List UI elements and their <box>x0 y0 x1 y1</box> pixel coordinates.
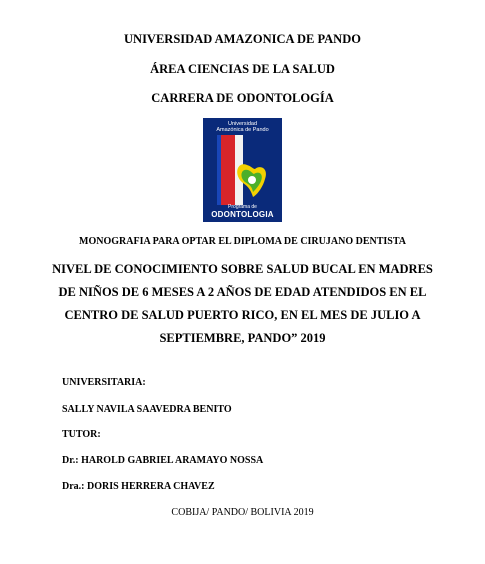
student-name: SALLY NAVILA SAAVEDRA BENITO <box>62 404 232 415</box>
title-line: CENTRO DE SALUD PUERTO RICO, EN EL MES DE JULIO A <box>64 308 421 322</box>
tutor-2: Dra.: DORIS HERRERA CHAVEZ <box>62 481 215 492</box>
logo-bottom-line2: ODONTOLOGIA <box>211 210 274 219</box>
place-date: COBIJA/ PANDO/ BOLIVIA 2019 <box>171 507 314 518</box>
logo-bottom-text <box>203 204 282 222</box>
logo-bottom-line1: Programa de <box>228 204 257 210</box>
tutor-label: TUTOR: <box>62 429 101 440</box>
logo-top-line1: Universidad <box>227 121 258 127</box>
monograph-subtitle: MONOGRAFIA PARA OPTAR EL DIPLOMA DE CIRUJANO DENTISTA <box>79 236 406 247</box>
odontology-logo <box>203 118 282 222</box>
title-line: NIVEL DE CONOCIMIENTO SOBRE SALUD BUCAL EN MADRES <box>52 262 433 276</box>
student-label: UNIVERSITARIA: <box>62 377 146 388</box>
logo-top-text <box>203 118 282 135</box>
title-line: SEPTIEMBRE, PANDO” 2019 <box>159 331 326 345</box>
title-line: DE NIÑOS DE 6 MESES A 2 AÑOS DE EDAD ATENDIDOS EN EL <box>58 285 427 299</box>
monograph-title <box>52 258 433 350</box>
career-name: CARRERA DE ODONTOLOGÍA <box>151 91 334 105</box>
tooth-emblem-icon <box>203 135 282 205</box>
area-name: ÁREA CIENCIAS DE LA SALUD <box>150 62 335 76</box>
tutor-1: Dr.: HAROLD GABRIEL ARAMAYO NOSSA <box>62 455 264 466</box>
logo-top-line2: Amazónica de Pando <box>216 127 269 133</box>
university-name: UNIVERSIDAD AMAZONICA DE PANDO <box>124 32 361 46</box>
